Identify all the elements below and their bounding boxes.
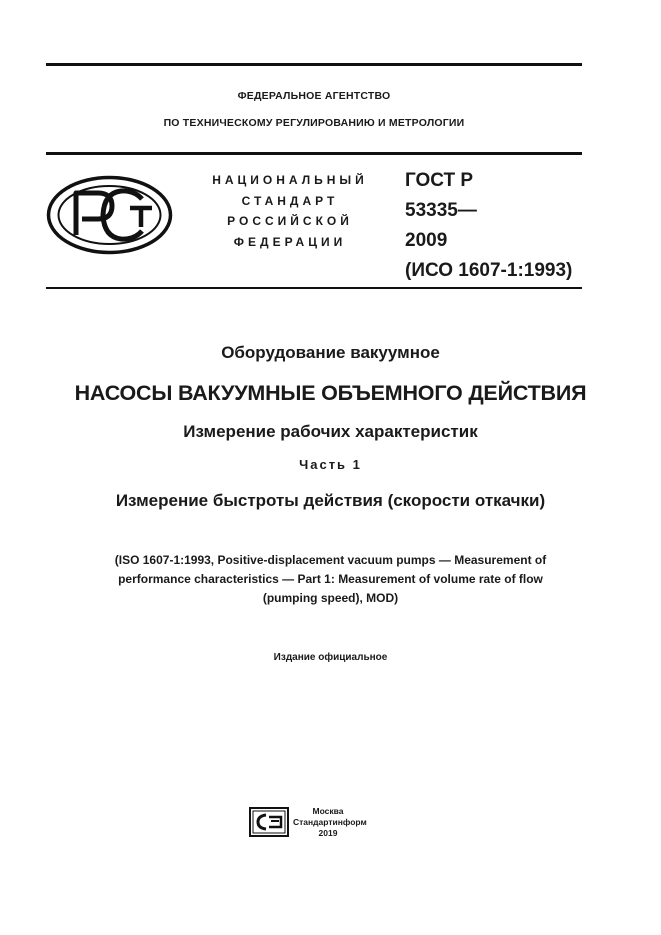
- publisher-city: Москва: [312, 806, 344, 816]
- standard-number-line: 2009: [405, 230, 448, 251]
- upper-rule: [46, 152, 582, 155]
- agency-line-2: ПО ТЕХНИЧЕСКОМУ РЕГУЛИРОВАНИЮ И МЕТРОЛОГИИ: [163, 117, 465, 129]
- agency-line-1: ФЕДЕРАЛЬНОЕ АГЕНТСТВО: [237, 90, 391, 102]
- edition-label: Издание официальное: [273, 652, 388, 663]
- title-part-name: Измерение быстроты действия (скорости откачки): [115, 491, 546, 510]
- title-category: Оборудование вакуумное: [221, 343, 440, 362]
- standard-number-block: [405, 166, 585, 286]
- standard-type-block: [190, 170, 390, 252]
- iso-reference-line: (pumping speed), MOD): [262, 591, 399, 605]
- title-part: Часть 1: [299, 457, 362, 472]
- lower-rule: [46, 287, 582, 289]
- iso-reference-line: performance characteristics — Part 1: Measurement of volume rate of flow: [118, 572, 543, 586]
- standard-type-line: ФЕДЕРАЦИИ: [233, 234, 347, 249]
- top-rule: [46, 63, 582, 66]
- iso-reference-line: (ISO 1607-1:1993, Positive-displacement vacuum pumps — Measurement of: [114, 553, 547, 567]
- standard-type-line: СТАНДАРТ: [241, 193, 339, 208]
- standard-type-line: РОССИЙСКОЙ: [227, 214, 353, 228]
- standard-number-line: 53335—: [405, 200, 477, 221]
- iso-reference: [30, 551, 631, 608]
- standard-number-line: (ИСО 1607-1:1993): [405, 260, 573, 281]
- standartinform-logo-icon: [249, 807, 289, 837]
- standard-number-line: ГОСТ Р: [405, 170, 474, 191]
- publisher-name: Стандартинформ: [293, 817, 367, 827]
- title-main: НАСОСЫ ВАКУУМНЫЕ ОБЪЕМНОГО ДЕЙСТВИЯ: [74, 381, 587, 405]
- publisher-year: 2019: [318, 828, 338, 838]
- rst-certification-logo-icon: [46, 175, 173, 255]
- title-subtitle: Измерение рабочих характеристик: [183, 422, 478, 441]
- publisher-info: [293, 806, 367, 839]
- standard-type-line: НАЦИОНАЛЬНЫЙ: [212, 173, 368, 187]
